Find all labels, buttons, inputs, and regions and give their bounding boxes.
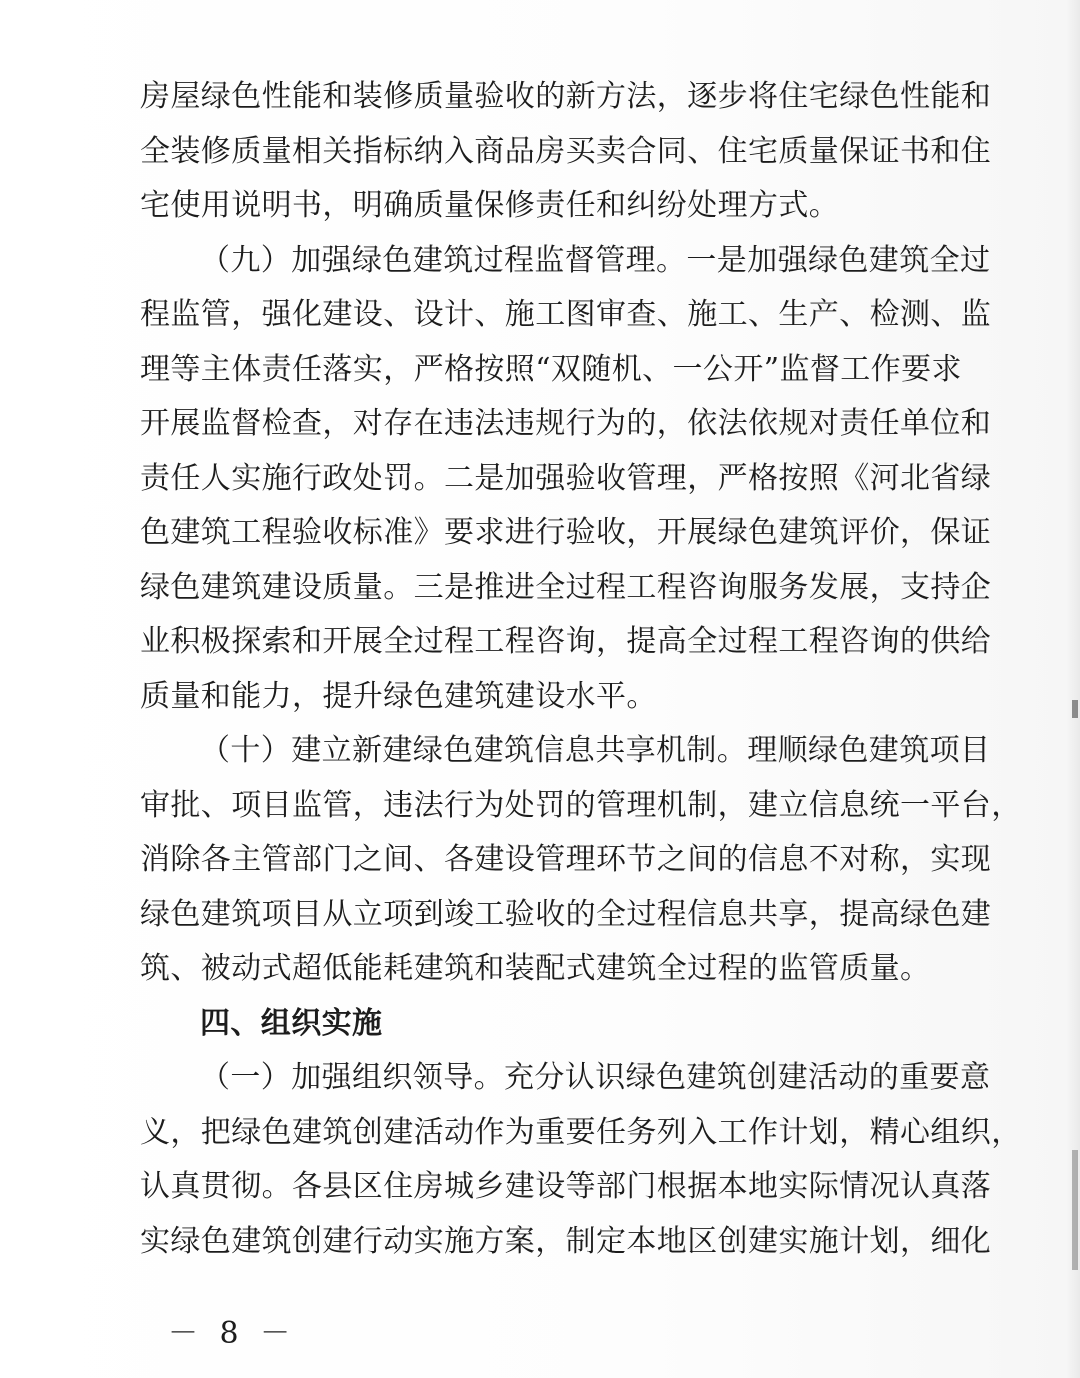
paragraph-line: （九）加强绿色建筑过程监督管理。一是加强绿色建筑全过 <box>200 242 991 278</box>
paragraph-line: 消除各主管部门之间、各建设管理环节之间的信息不对称，实现 <box>140 842 992 877</box>
section-heading: 四、组织实施 <box>200 1005 383 1041</box>
paragraph-line: 程监管，强化建设、设计、施工图审查、施工、生产、检测、监 <box>140 297 992 332</box>
paragraph-line: 绿色建筑项目从立项到竣工验收的全过程信息共享，提高绿色建 <box>140 896 992 932</box>
paragraph-line: 宅使用说明书，明确质量保修责任和纠纷处理方式。 <box>140 188 840 223</box>
paragraph-line: 责任人实施行政处罚。二是加强验收管理，严格按照《河北省绿 <box>140 460 992 496</box>
paragraph-line: 绿色建筑建设质量。三是推进全过程工程咨询服务发展，支持企 <box>140 569 992 605</box>
paragraph-line: 认真贯彻。各县区住房城乡建设等部门根据本地实际情况认真落 <box>140 1169 992 1204</box>
page-number: － 8 － <box>168 1316 297 1351</box>
scan-mark <box>1072 1150 1078 1270</box>
scan-mark <box>1072 700 1078 718</box>
paragraph-line: 开展监督检查，对存在违法违规行为的，依法依规对责任单位和 <box>140 406 992 441</box>
paragraph-line: 筑、被动式超低能耗建筑和装配式建筑全过程的监管质量。 <box>140 951 931 986</box>
paragraph-line: 义，把绿色建筑创建活动作为重要任务列入工作计划，精心组织， <box>140 1114 1022 1150</box>
paragraph-line: 理等主体责任落实，严格按照“双随机、一公开”监督工作要求 <box>140 351 962 387</box>
paragraph-line: 实绿色建筑创建行动实施方案，制定本地区创建实施计划，细化 <box>140 1223 992 1259</box>
paragraph-line: 业积极探索和开展全过程工程咨询，提高全过程工程咨询的供给 <box>140 624 992 659</box>
paragraph-line: （一）加强组织领导。充分认识绿色建筑创建活动的重要意 <box>200 1060 991 1095</box>
paragraph-line: 房屋绿色性能和装修质量验收的新方法，逐步将住宅绿色性能和 <box>140 79 992 114</box>
paragraph-line: 审批、项目监管，违法行为处罚的管理机制，建立信息统一平台， <box>140 787 1022 823</box>
paragraph-line: （十）建立新建绿色建筑信息共享机制。理顺绿色建筑项目 <box>200 733 991 768</box>
paragraph-line: 质量和能力，提升绿色建筑建设水平。 <box>140 678 657 714</box>
paragraph-line: 色建筑工程验收标准》要求进行验收，开展绿色建筑评价，保证 <box>140 515 992 550</box>
paragraph-line: 全装修质量相关指标纳入商品房买卖合同、住宅质量保证书和住 <box>140 133 992 169</box>
document-body <box>140 70 1022 1269</box>
